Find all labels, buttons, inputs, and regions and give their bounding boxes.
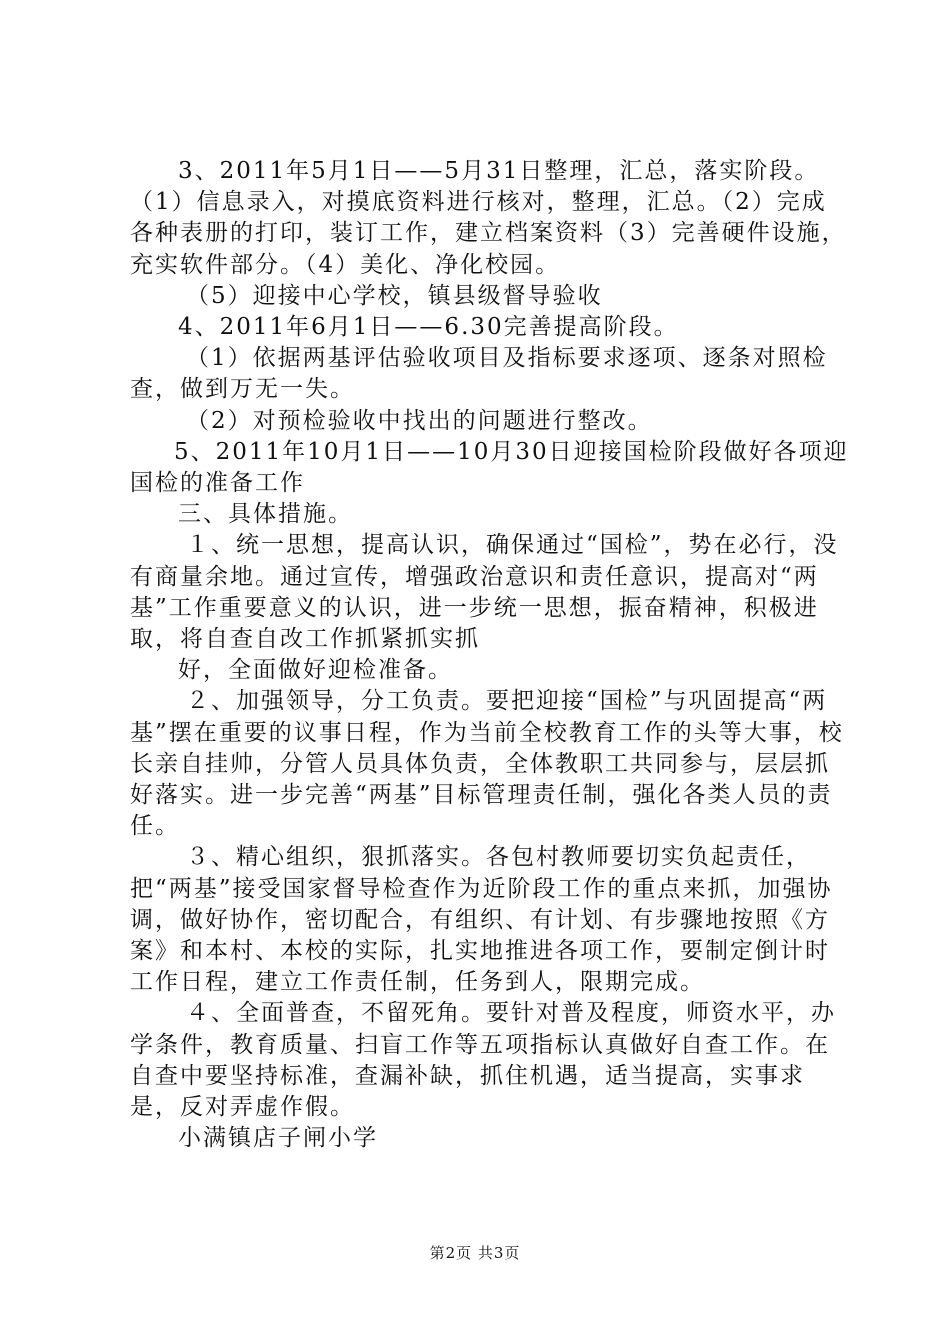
- paragraph-measure-1-continued: 好，全面做好迎检准备。: [178, 657, 453, 684]
- section-heading-measures: 三、具体措施。: [178, 501, 353, 528]
- paragraph-stage-5: 5、2011年10月1日——10月30日迎接国检阶段做好各项迎国检的准备工作: [130, 438, 849, 497]
- signature-school-name: 小满镇店子闸小学: [178, 1125, 378, 1152]
- paragraph-stage-4-item-1: （1）依据两基评估验收项目及指标要求逐项、逐条对照检查，做到万无一失。: [130, 345, 828, 403]
- paragraph-measure-3: ３、精心组织，狠抓落实。各包村教师要切实负起责任，把“两基”接受国家督导检查作为近阶段工作的重点来抓，加强协调，做好协作，密切配合，有组织、有计划、有步骤地按照《方案》和本村、本校的实际，扎实地推进各项工作，要制定倒计时工作日程，建立工作责任制，任务到人，限期完成。: [130, 844, 833, 996]
- document-body: [130, 156, 850, 1155]
- page-number-footer: 第2页 共3页: [429, 1244, 521, 1262]
- paragraph-stage-4: 4、2011年6月1日——6.30完善提高阶段。: [178, 314, 679, 341]
- paragraph-stage-4-item-2: （2）对预检验收中找出的问题进行整改。: [186, 407, 653, 434]
- paragraph-stage-3: 3、2011年5月1日——5月31日整理，汇总，落实阶段。（1）信息录入，对摸底资料进行核对，整理，汇总。（2）完成各种表册的打印，装订工作，建立档案资料（3）完善硬件设施，充实软件部分。（4）美化、净化校园。: [130, 158, 847, 278]
- paragraph-measure-4: ４、全面普查，不留死角。要针对普及程度，师资水平，办学条件，教育质量、扫盲工作等五项指标认真做好自查工作。在自查中要坚持标准，查漏补缺，抓住机遇，适当提高，实事求是，反对弄虚作假。: [130, 1000, 836, 1121]
- paragraph-measure-2: ２、加强领导，分工负责。要把迎接“国检”与巩固提高“两基”摆在重要的议事日程，作为当前全校教育工作的头等大事，校长亲自挂帅，分管人员具体负责，全体教职工共同参与，层层抓好落实。进一步完善“两基”目标管理责任制，强化各类人员的责任。: [130, 688, 844, 840]
- paragraph-stage-3-item-5: （5）迎接中心学校，镇县级督导验收: [186, 282, 603, 309]
- paragraph-measure-1: １、统一思想，提高认识，确保通过“国检”，势在必行，没有商量余地。通过宣传，增强政治意识和责任意识，提高对“两基”工作重要意义的认识，进一步统一思想，振奋精神，积极进取，将自查自改工作抓紧抓实抓: [130, 532, 839, 653]
